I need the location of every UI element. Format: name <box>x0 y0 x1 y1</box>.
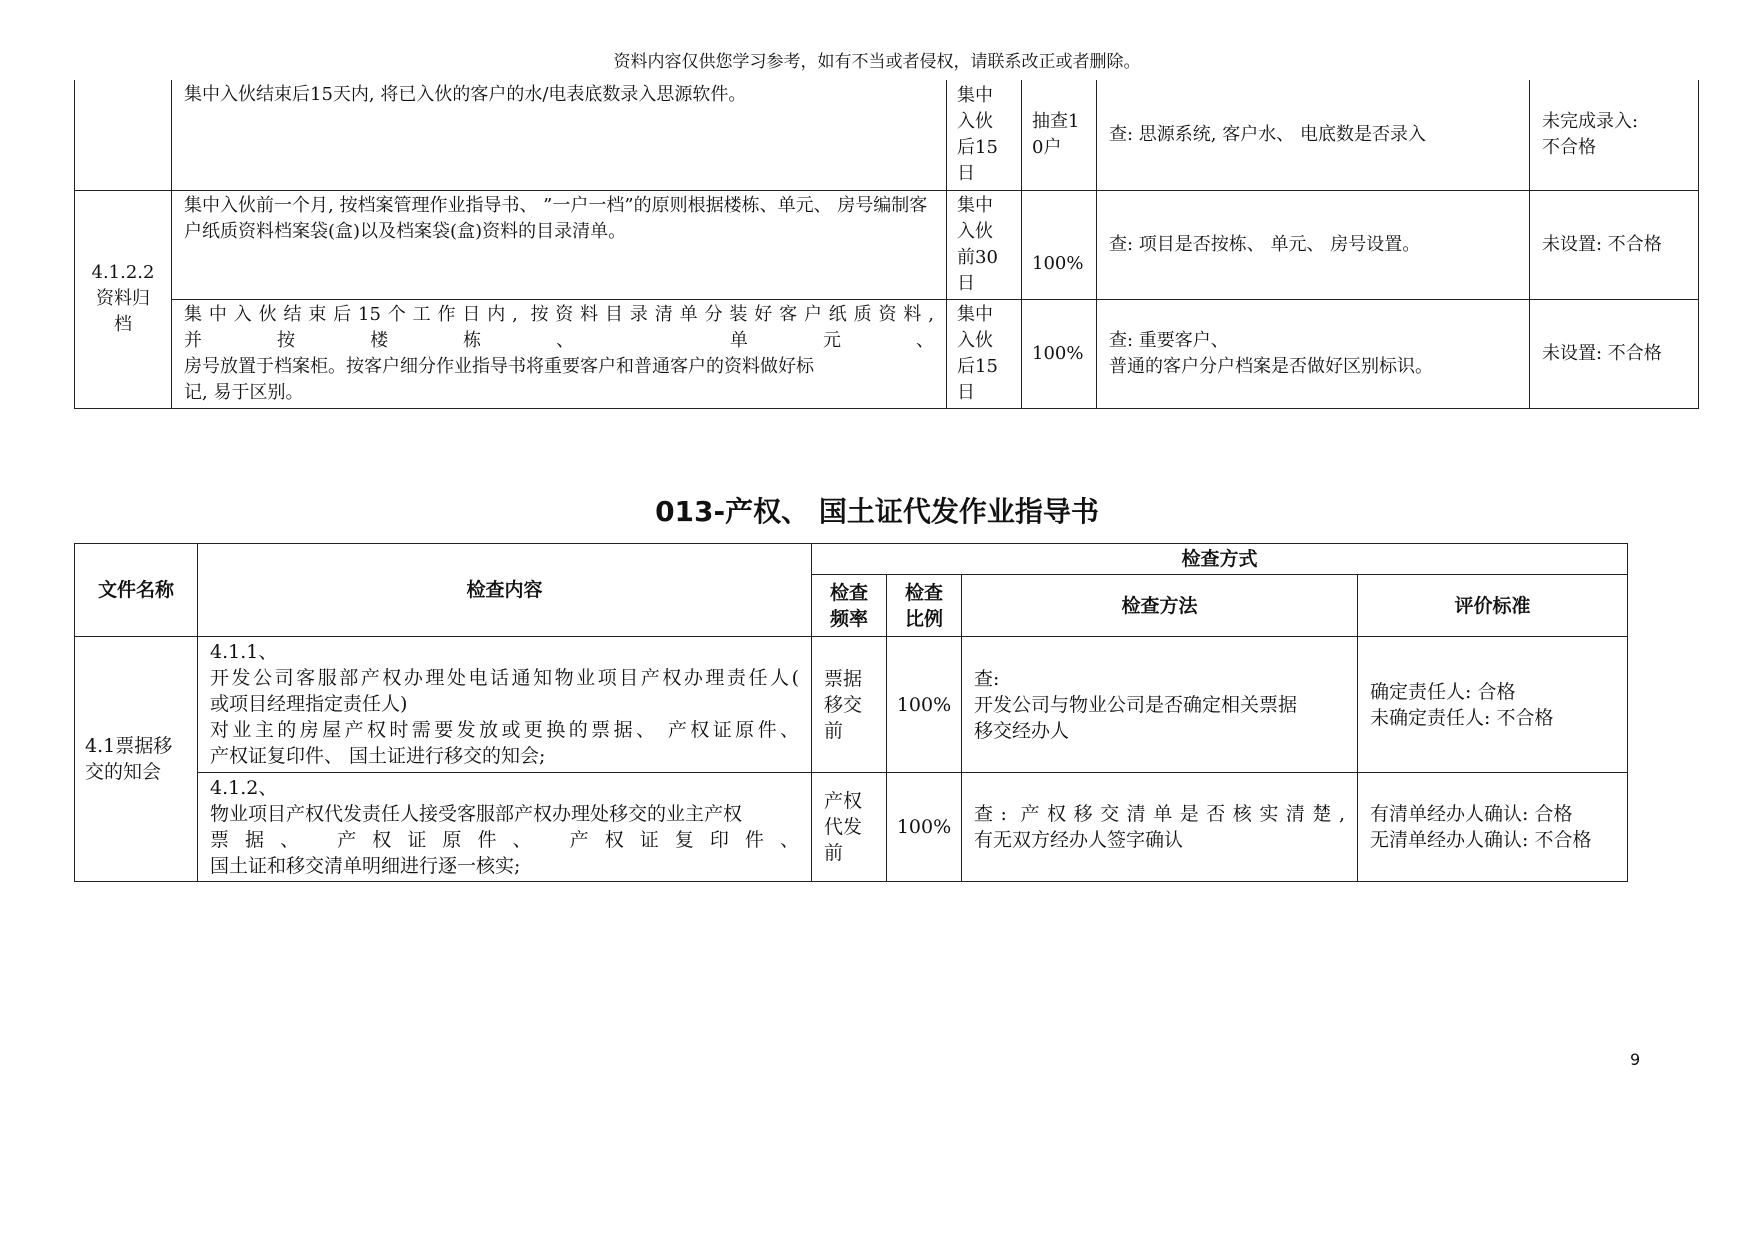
method-line: 有无双方经办人签字确认 <box>974 829 1184 851</box>
header-row <box>75 544 1628 575</box>
method-cell: 查: 重要客户、 普通的客户分户档案是否做好区别标识。 <box>1097 299 1530 408</box>
standard-cell: 未完成录入: 不合格 <box>1530 80 1699 190</box>
content-line: 4.1.1、 <box>210 641 278 663</box>
archive-check-table <box>74 80 1699 409</box>
page-number: 9 <box>1630 1050 1641 1069</box>
table-row <box>75 299 1699 408</box>
section-title: 013-产权、 国土证代发作业指导书 <box>655 495 1099 528</box>
section-cell: 4.1票据移 交的知会 <box>75 637 198 882</box>
content-line: 并按楼栋、 单元、 <box>184 329 934 351</box>
header-note: 资料内容仅供您学习参考，如有不当或者侵权，请联系改正或者删除。 <box>613 52 1141 72</box>
content-cell <box>172 299 947 408</box>
content-line: 物业项目产权代发责任人接受客服部产权办理处移交的业主产权 <box>210 803 743 825</box>
frequency-cell: 票据 移交 前 <box>812 637 887 773</box>
ratio-cell: 100% <box>887 773 962 882</box>
section-cell: 4.1.2.2 资料归 档 <box>75 190 172 408</box>
content-line: 房号放置于档案柜。按客户细分作业指导书将重要客户和普通客户的资料做好标 <box>184 355 814 377</box>
content-cell <box>198 637 812 773</box>
header-ratio: 检查 比例 <box>887 575 962 637</box>
ratio-cell: 100% <box>1022 299 1097 408</box>
standard-cell: 未设置: 不合格 <box>1530 190 1699 299</box>
content-line: 4.1.2、 <box>210 777 278 799</box>
content-cell: 集中入伙前一个月, 按档案管理作业指导书、 ”一户一档”的原则根据楼栋、单元、 房号编制客户纸质资料档案袋(盒)以及档案袋(盒)资料的目录清单。 <box>172 190 947 299</box>
section-cell <box>75 80 172 190</box>
method-cell: 查: 开发公司与物业公司是否确定相关票据 移交经办人 <box>962 637 1358 773</box>
ratio-cell: 100% <box>1022 190 1097 299</box>
table-row <box>75 190 1699 299</box>
content-line: 产权证复印件、 国土证进行移交的知会; <box>210 745 546 767</box>
ratio-cell: 抽查1 0户 <box>1022 80 1097 190</box>
content-line: 票据、 产权证原件、 产权证复印件、 <box>210 829 799 851</box>
header-standard: 评价标准 <box>1358 575 1628 637</box>
method-cell: 查: 思源系统, 客户水、 电底数是否录入 <box>1097 80 1530 190</box>
content-cell <box>198 773 812 882</box>
content-line: 集中入伙结束后15个工作日内, 按资料目录清单分装好客户纸质资料, <box>184 303 934 325</box>
standard-cell: 未设置: 不合格 <box>1530 299 1699 408</box>
method-cell: 查: 项目是否按栋、 单元、 房号设置。 <box>1097 190 1530 299</box>
header-check-mode: 检查方式 <box>812 544 1628 575</box>
header-file-name: 文件名称 <box>75 544 198 637</box>
ratio-cell: 100% <box>887 637 962 773</box>
property-certificate-check-table <box>74 543 1628 882</box>
table-row <box>75 80 1699 190</box>
table-row <box>75 637 1628 773</box>
method-line: 查: 产权移交清单是否核实清楚, <box>974 803 1345 825</box>
content-line: 开发公司客服部产权办理处电话通知物业项目产权办理责任人( <box>210 667 799 689</box>
content-line: 国土证和移交清单明细进行逐一核实; <box>210 855 521 877</box>
standard-cell: 有清单经办人确认: 合格 无清单经办人确认: 不合格 <box>1358 773 1628 882</box>
standard-cell: 确定责任人: 合格 未确定责任人: 不合格 <box>1358 637 1628 773</box>
frequency-cell: 集中 入伙 后15 日 <box>947 299 1022 408</box>
content-line: 对业主的房屋产权时需要发放或更换的票据、 产权证原件、 <box>210 719 799 741</box>
header-method: 检查方法 <box>962 575 1358 637</box>
content-line: 记, 易于区别。 <box>184 381 304 403</box>
method-cell <box>962 773 1358 882</box>
content-cell: 集中入伙结束后15天内, 将已入伙的客户的水/电表底数录入思源软件。 <box>172 80 947 190</box>
frequency-cell: 产权 代发 前 <box>812 773 887 882</box>
header-content: 检查内容 <box>198 544 812 637</box>
header-frequency: 检查 频率 <box>812 575 887 637</box>
table-row <box>75 773 1628 882</box>
frequency-cell: 集中 入伙 前30 日 <box>947 190 1022 299</box>
frequency-cell: 集中 入伙 后15 日 <box>947 80 1022 190</box>
content-line: 或项目经理指定责任人) <box>210 693 408 715</box>
